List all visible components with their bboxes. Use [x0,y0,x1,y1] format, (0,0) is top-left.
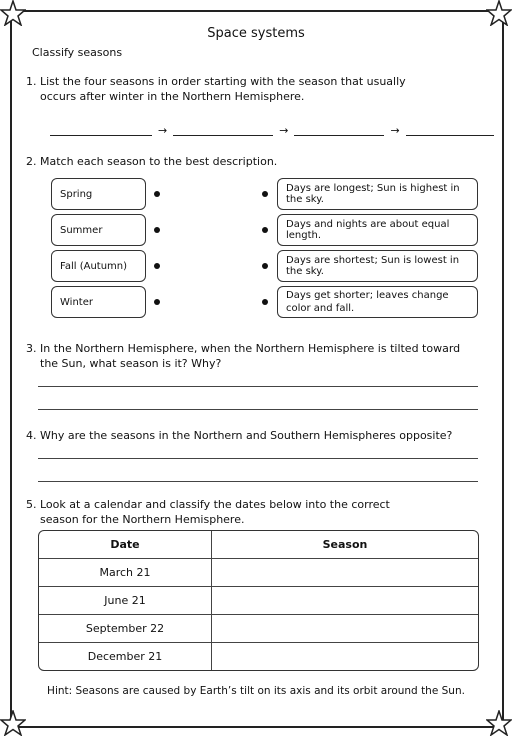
question-number: 1. [26,75,37,88]
season-order-blanks [50,122,494,136]
answer-line[interactable] [38,386,478,387]
season-cell[interactable] [212,643,478,670]
table-row [39,643,478,670]
match-dot[interactable] [262,191,268,197]
match-dot[interactable] [262,299,268,305]
match-dot[interactable] [262,227,268,233]
answer-line[interactable] [38,481,478,482]
column-header-season: Season [212,531,478,559]
season-table [38,530,479,671]
season-cell[interactable] [212,587,478,615]
season-box-summer[interactable]: Summer [51,214,146,246]
match-dot[interactable] [154,263,160,269]
match-dot[interactable] [154,299,160,305]
table-row [39,615,478,643]
star-icon [0,0,26,26]
description-box[interactable]: Days get shorter; leaves change color and fall. [277,286,478,318]
table-row [39,587,478,615]
answer-line[interactable] [38,409,478,410]
hint-text: Hint: Seasons are caused by Earth’s tilt on its axis and its orbit around the Sun. [47,685,465,697]
season-box-fall[interactable]: Fall (Autumn) [51,250,146,282]
arrow-icon: → [390,124,400,137]
page-title: Space systems [207,26,305,41]
arrow-icon: → [158,124,168,137]
star-icon [0,710,26,736]
column-header-date: Date [39,531,212,559]
question-number: 5. [26,498,37,511]
question-number: 4. [26,429,37,442]
match-dot[interactable] [262,263,268,269]
season-cell[interactable] [212,615,478,643]
season-cell[interactable] [212,559,478,587]
table-header-row [39,531,478,559]
question-text: Match each season to the best description. [40,155,278,168]
answer-blank[interactable] [173,125,273,136]
description-box[interactable]: Days are shortest; Sun is lowest in the sky. [277,250,478,282]
star-icon [486,710,512,736]
question-1 [26,74,426,104]
question-3 [26,341,466,371]
description-box[interactable]: Days are longest; Sun is highest in the sky. [277,178,478,210]
match-dot[interactable] [154,191,160,197]
page-subtitle: Classify seasons [32,46,123,59]
season-box-spring[interactable]: Spring [51,178,146,210]
question-text: Look at a calendar and classify the dates below into the correct season for the Northern Hemisphere. [40,498,390,526]
date-cell: December 21 [39,643,212,670]
date-cell: June 21 [39,587,212,615]
date-cell: March 21 [39,559,212,587]
match-dot[interactable] [154,227,160,233]
question-text: List the four seasons in order starting with the season that usually occurs after winter in the Northern Hemisphere. [40,75,406,103]
answer-blank[interactable] [406,125,494,136]
question-2 [26,154,277,169]
answer-line[interactable] [38,458,478,459]
question-5 [26,497,406,527]
answer-blank[interactable] [50,125,152,136]
question-4 [26,428,452,443]
table-row [39,559,478,587]
star-icon [486,0,512,26]
description-box[interactable]: Days and nights are about equal length. [277,214,478,246]
question-text: Why are the seasons in the Northern and Southern Hemispheres opposite? [40,429,453,442]
question-number: 3. [26,342,37,355]
arrow-icon: → [279,124,289,137]
date-cell: September 22 [39,615,212,643]
answer-blank[interactable] [294,125,384,136]
question-number: 2. [26,155,37,168]
season-box-winter[interactable]: Winter [51,286,146,318]
question-text: In the Northern Hemisphere, when the Northern Hemisphere is tilted toward the Sun, what season is it? Why? [40,342,461,370]
